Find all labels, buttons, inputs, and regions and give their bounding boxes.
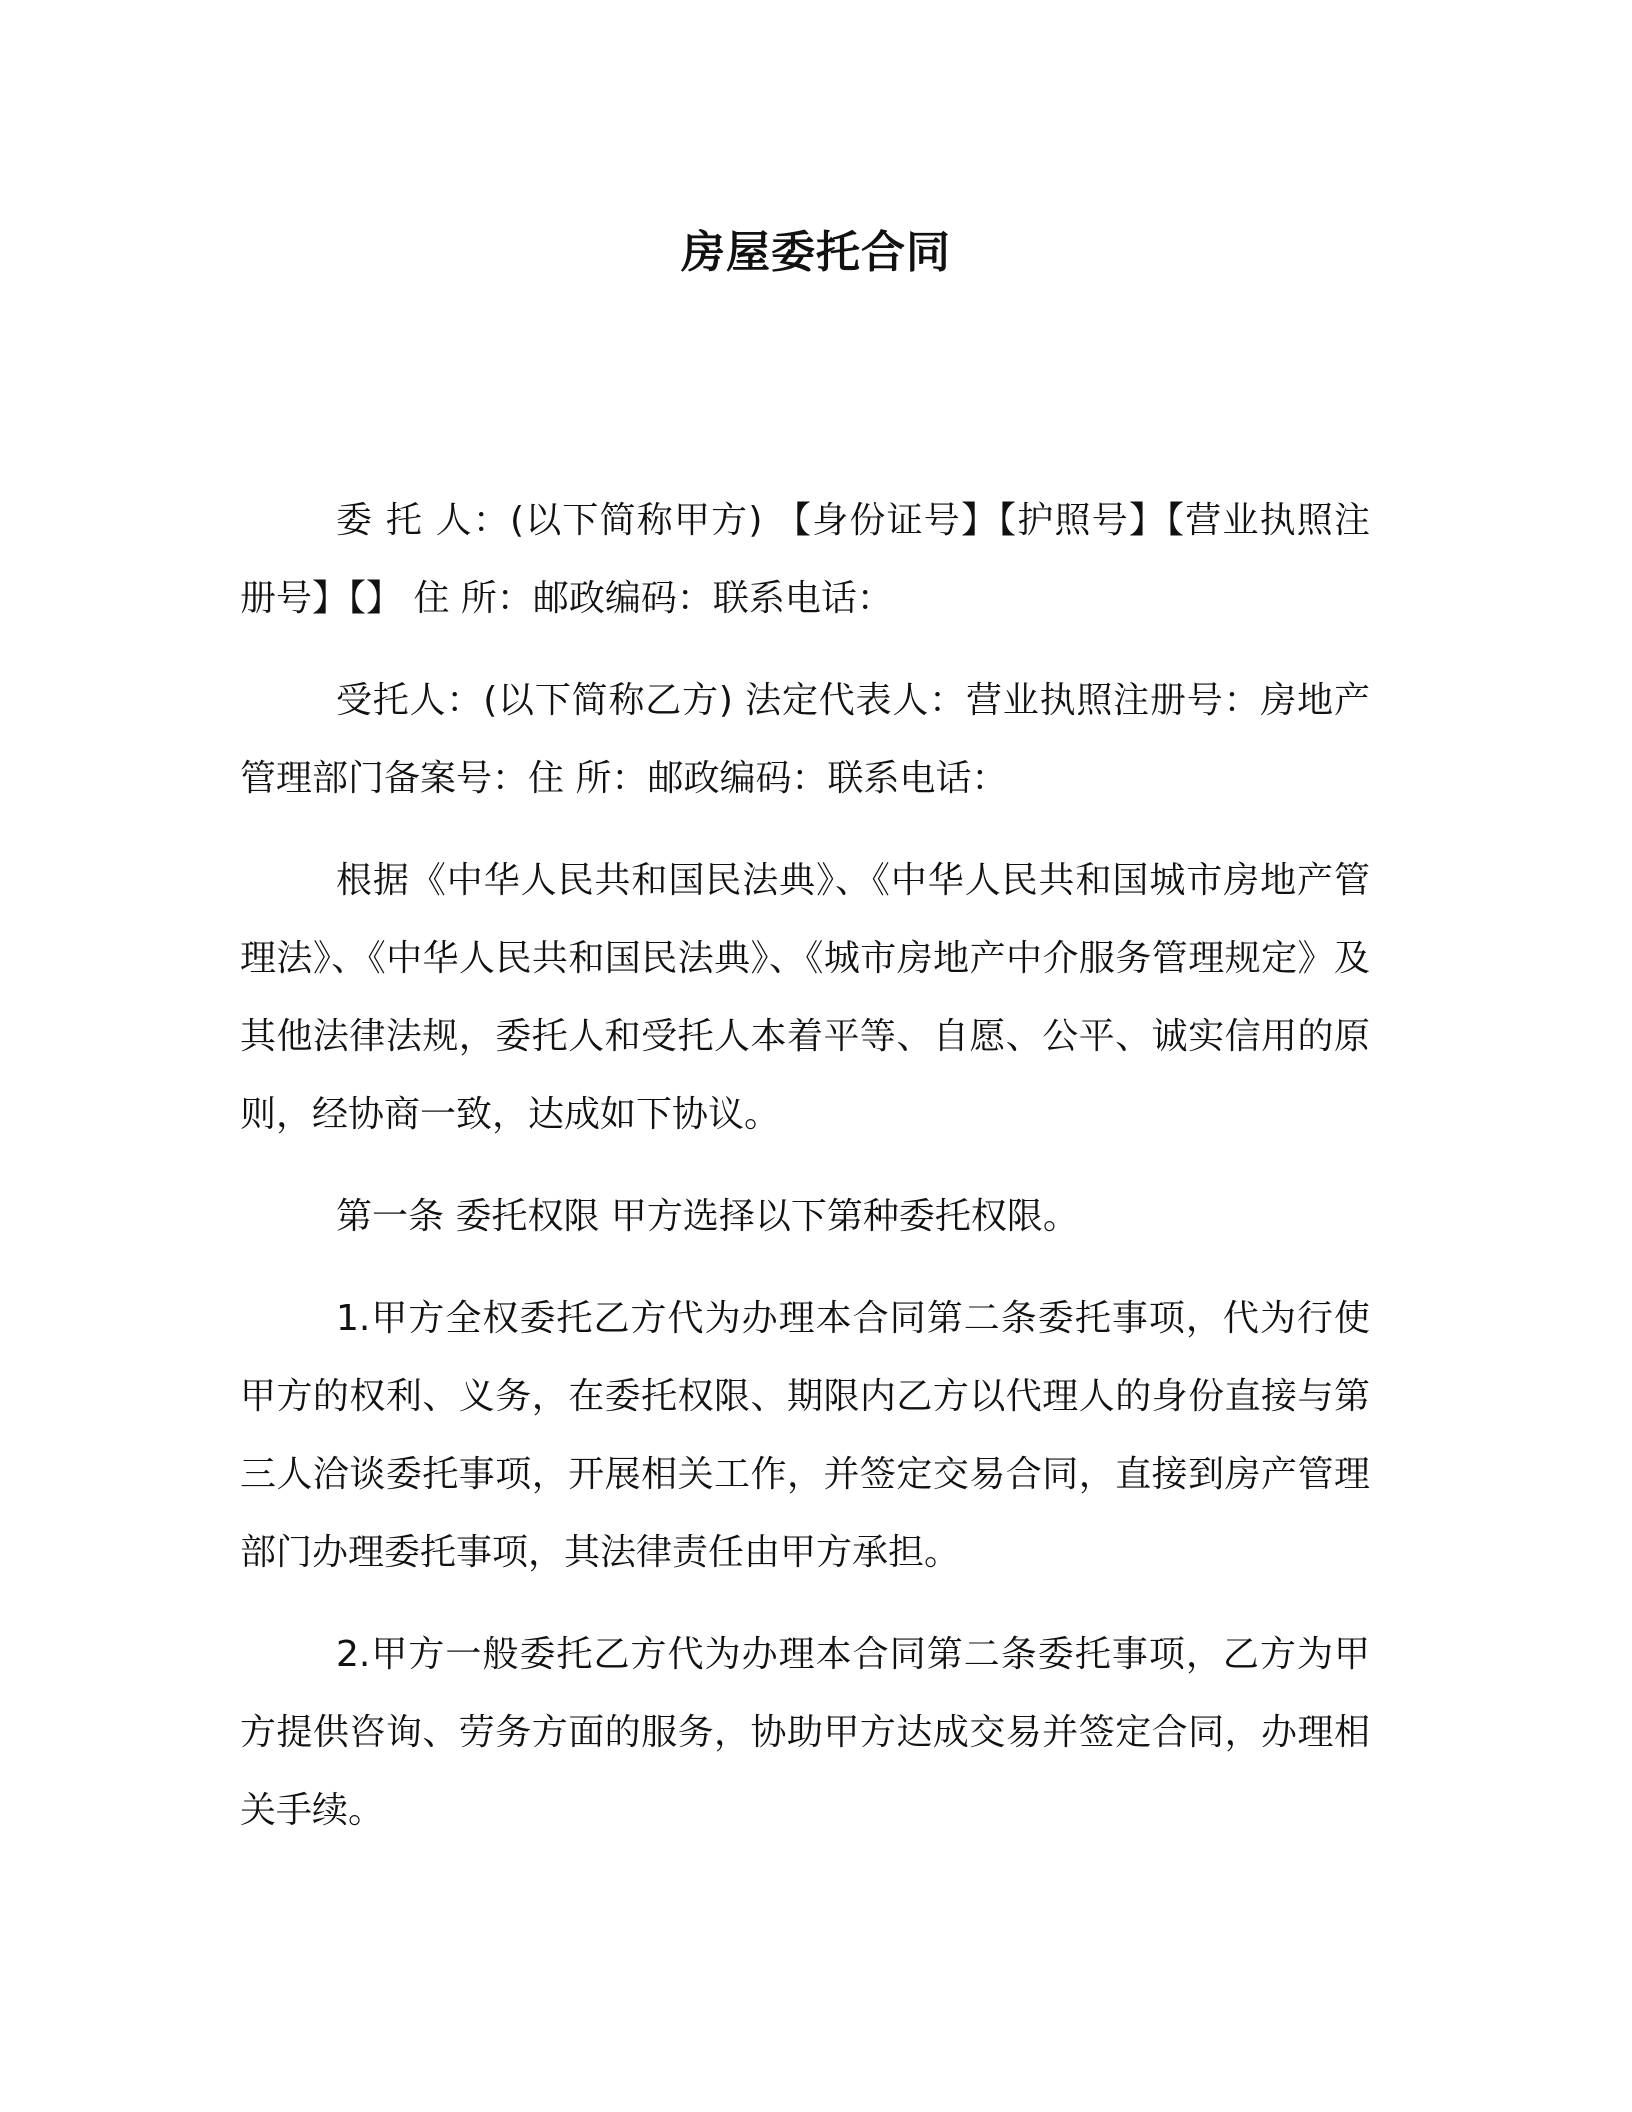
paragraph-legal-basis: 根据《中华人民共和国民法典》、《中华人民共和国城市房地产管理法》、《中华人民共和国民法典》、《城市房地产中介服务管理规定》及其他法律法规，委托人和受托人本着平等、自愿、公平、诚实信用的原则，经协商一致，达成如下协议。 <box>240 860 1370 1135</box>
paragraph-agent: 受托人：(以下简称乙方) 法定代表人：营业执照注册号：房地产管理部门备案号：住 所：邮政编码：联系电话： <box>240 680 1370 799</box>
paragraph-option-2: 2.甲方一般委托乙方代为办理本合同第二条委托事项，乙方为甲方提供咨询、劳务方面的服务，协助甲方达成交易并签定合同，办理相关手续。 <box>240 1634 1370 1831</box>
paragraph-principal: 委 托 人：(以下简称甲方) 【身份证号】【护照号】【营业执照注册号】【】 住 所：邮政编码：联系电话： <box>240 500 1370 619</box>
paragraph-article-1: 第一条 委托权限 甲方选择以下第种委托权限。 <box>336 1196 1079 1237</box>
document-title: 房屋委托合同 <box>681 227 951 278</box>
paragraph-option-1: 1.甲方全权委托乙方代为办理本合同第二条委托事项，代为行使甲方的权利、义务，在委托权限、期限内乙方以代理人的身份直接与第三人洽谈委托事项，开展相关工作，并签定交易合同，直接到房产管理部门办理委托事项，其法律责任由甲方承担。 <box>240 1298 1370 1573</box>
document-body <box>240 482 1370 1874</box>
